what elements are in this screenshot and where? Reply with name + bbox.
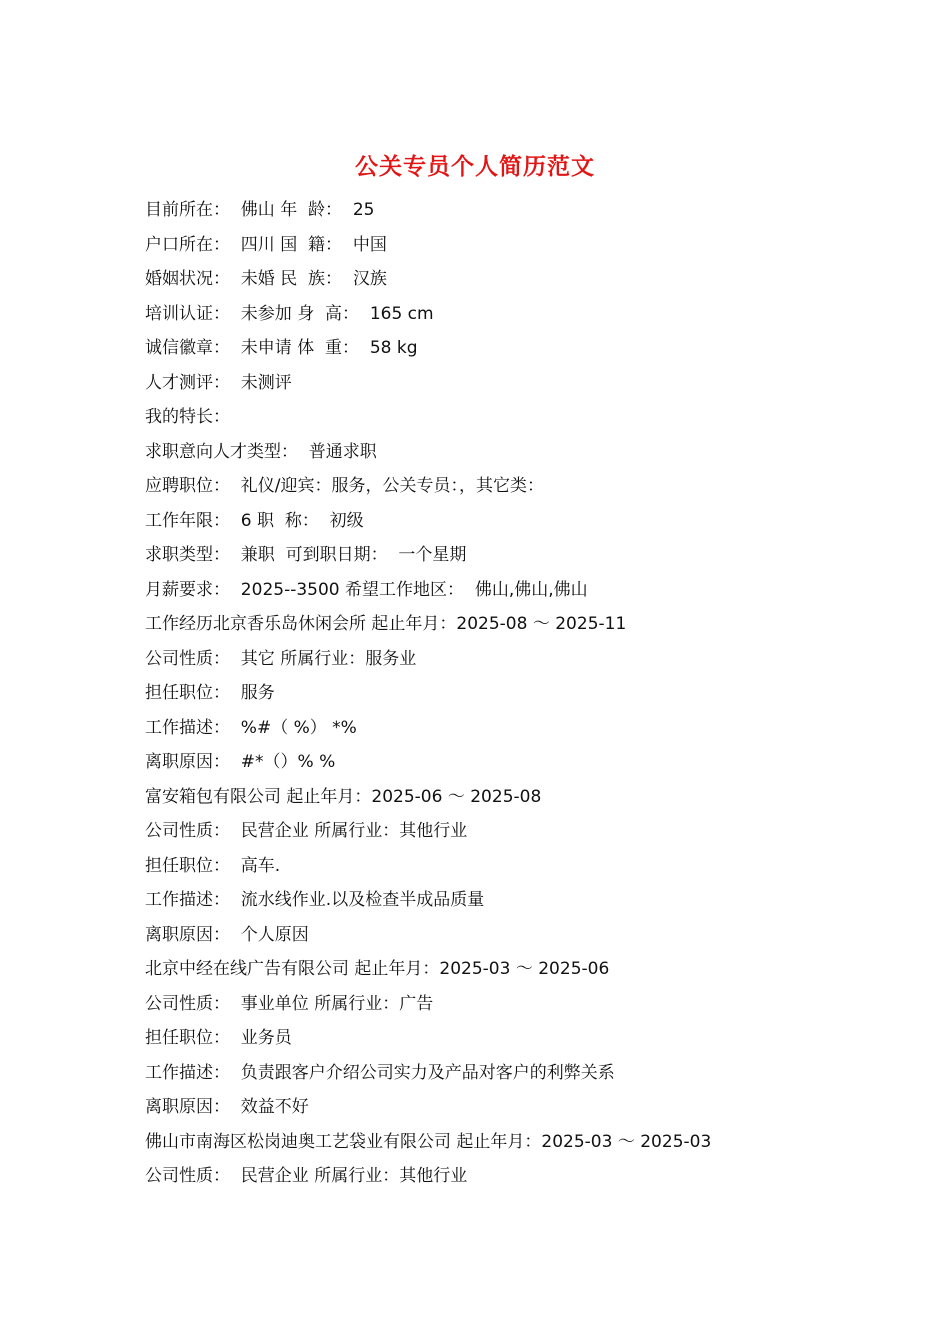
resume-line: 目前所在： 佛山 年 龄： 25 — [145, 200, 375, 220]
resume-line: 公司性质： 事业单位 所属行业：广告 — [145, 993, 434, 1014]
resume-body — [145, 193, 845, 1194]
resume-line: 求职意向人才类型： 普通求职 — [145, 441, 377, 462]
resume-line: 求职类型： 兼职 可到职日期： 一个星期 — [145, 545, 467, 565]
document-title: 公关专员个人简历范文 — [355, 153, 595, 180]
resume-line: 工作年限： 6 职 称： 初级 — [145, 510, 364, 531]
resume-line: 工作描述： 负责跟客户介绍公司实力及产品对客户的利弊关系 — [145, 1062, 615, 1083]
resume-line: 担任职位： 业务员 — [145, 1028, 292, 1048]
resume-line: 离职原因： 效益不好 — [145, 1097, 309, 1117]
resume-line: 应聘职位： 礼仪/迎宾：服务，公关专员：，其它类： — [145, 476, 545, 496]
resume-line: 培训认证： 未参加 身 高： 165 cm — [145, 303, 434, 324]
resume-line: 公司性质： 其它 所属行业：服务业 — [145, 648, 417, 669]
resume-line: 婚姻状况： 未婚 民 族： 汉族 — [145, 269, 387, 289]
resume-line: 离职原因： #*（）% % — [145, 752, 336, 772]
resume-line: 工作描述： 流水线作业.以及检查半成品质量 — [145, 890, 485, 910]
resume-line: 人才测评： 未测评 — [145, 372, 292, 393]
resume-line: 北京中经在线广告有限公司 起止年月：2025-03 ～ 2025-06 — [145, 959, 610, 979]
resume-line: 公司性质： 民营企业 所属行业：其他行业 — [145, 821, 468, 841]
resume-line: 担任职位： 高车. — [145, 855, 281, 876]
resume-line: 公司性质： 民营企业 所属行业：其他行业 — [145, 1166, 468, 1186]
resume-line: 工作描述： %#（ %） *% — [145, 717, 357, 738]
resume-line: 我的特长： — [145, 407, 230, 427]
resume-line: 担任职位： 服务 — [145, 683, 275, 703]
resume-line: 离职原因： 个人原因 — [145, 924, 309, 945]
resume-line: 户口所在： 四川 国 籍： 中国 — [145, 234, 387, 255]
resume-line: 诚信徽章： 未申请 体 重： 58 kg — [145, 338, 418, 358]
resume-line: 工作经历北京香乐岛休闲会所 起止年月：2025-08 ～ 2025-11 — [145, 614, 627, 634]
resume-line: 佛山市南海区松岗迪奥工艺袋业有限公司 起止年月：2025-03 ～ 2025-03 — [145, 1131, 712, 1152]
resume-line: 月薪要求： 2025--3500 希望工作地区： 佛山,佛山,佛山 — [145, 579, 588, 600]
resume-line: 富安箱包有限公司 起止年月：2025-06 ～ 2025-08 — [145, 786, 542, 807]
